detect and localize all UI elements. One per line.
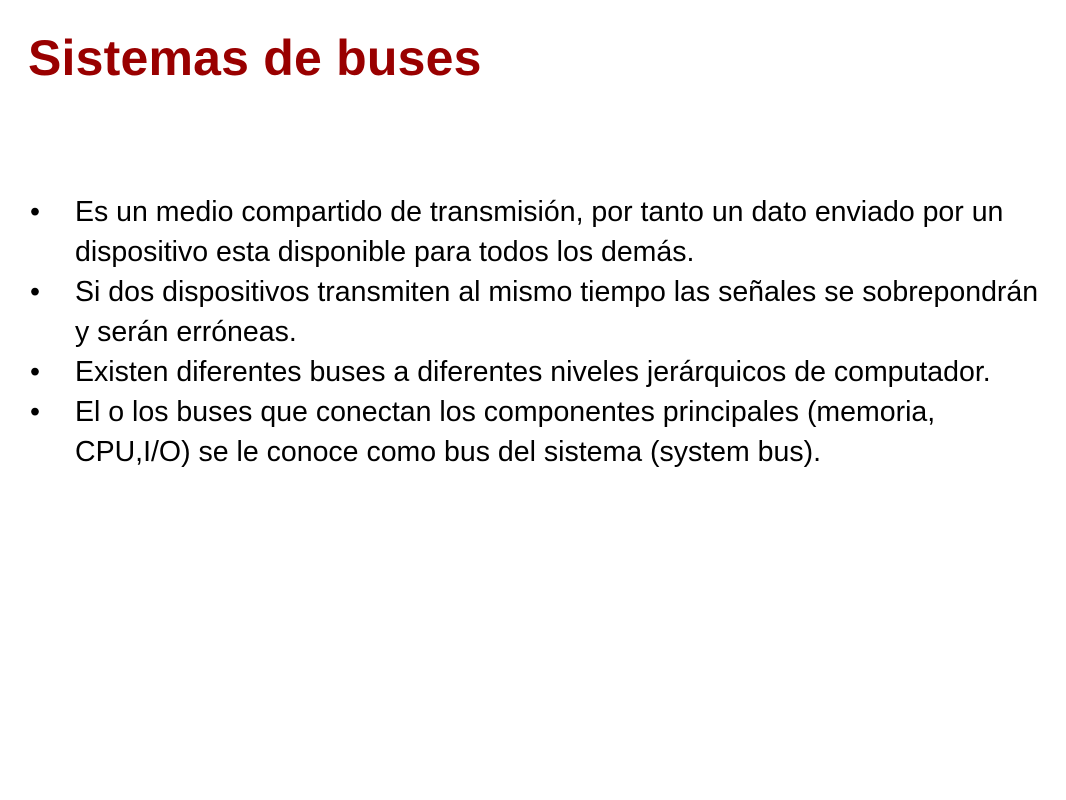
bullet-item bbox=[30, 272, 1040, 352]
bullet-text: Si dos dispositivos transmiten al mismo tiempo las señales se sobrepondrán y serán erróneas. bbox=[75, 276, 1039, 348]
bullet-item bbox=[30, 352, 1040, 392]
bullet-list bbox=[30, 192, 1040, 472]
bullet-item bbox=[30, 192, 1040, 272]
bullet-item bbox=[30, 392, 1040, 472]
bullet-text: Existen diferentes buses a diferentes niveles jerárquicos de computador. bbox=[75, 356, 991, 388]
slide-title: Sistemas de buses bbox=[28, 30, 482, 86]
bullet-marker: • bbox=[30, 396, 40, 428]
bullet-marker: • bbox=[30, 356, 40, 388]
bullet-marker: • bbox=[30, 196, 40, 228]
bullet-text: El o los buses que conectan los componentes principales (memoria, CPU,I/O) se le conoce como bus del sistema (system bus). bbox=[75, 396, 936, 468]
bullet-marker: • bbox=[30, 276, 40, 308]
bullet-text: Es un medio compartido de transmisión, por tanto un dato enviado por un dispositivo esta disponible para todos los demás. bbox=[75, 196, 1004, 268]
